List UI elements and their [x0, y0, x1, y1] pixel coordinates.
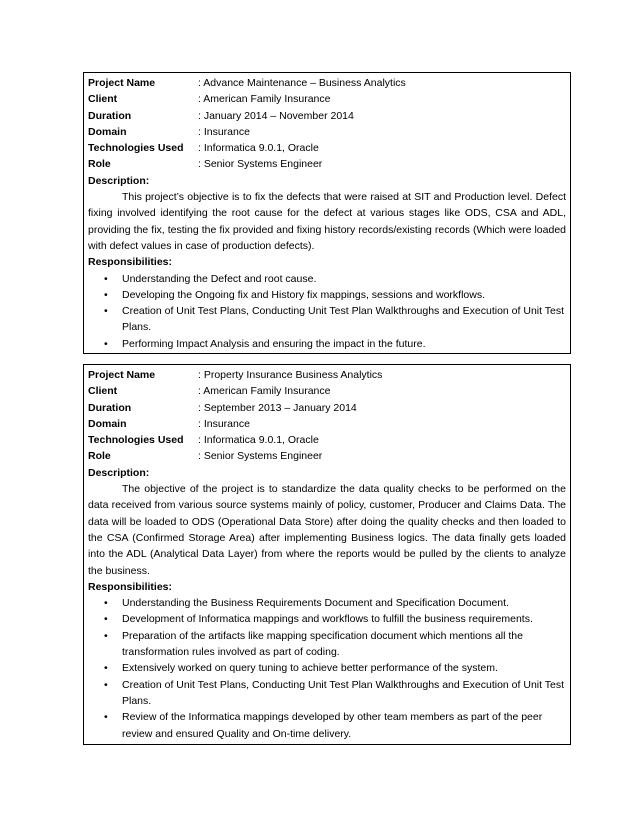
responsibilities-heading: Responsibilities: [88, 580, 173, 593]
bullet-icon: • [104, 629, 108, 642]
bullet-icon: • [104, 337, 108, 350]
description-heading: Description: [88, 174, 150, 187]
bullet-icon: • [104, 288, 108, 301]
field-duration: Duration : January 2014 – November 2014 [88, 109, 354, 122]
list-item: • Developing the Ongoing fix and History fix mappings, sessions and workflows. [88, 287, 566, 303]
bullet-icon: • [104, 662, 108, 675]
description-text: The objective of the project is to standardize the data quality checks to be performed on the data received from various source systems mainly of policy, customer, Producer and Claims Data. The data will be loaded to ODS (Operational Data Store) after doing the quality checks and then loaded to the CSA (Confirmed Storage Area) after implementing Business logics. The data finally gets loaded into the ADL (Analytical Data Layer) from where the reports would be pulled by the clients to analyze the business. [88, 483, 566, 577]
field-duration: Duration : September 2013 – January 2014 [88, 401, 357, 414]
field-technologies: Technologies Used : Informatica 9.0.1, Oracle [88, 142, 319, 155]
field-domain: Domain : Insurance [88, 125, 250, 138]
list-item: • Review of the Informatica mappings developed by other team members as part of the peer review and ensured Quality and On-time delivery. [104, 711, 543, 740]
field-role: Role : Senior Systems Engineer [88, 158, 323, 171]
bullet-icon: • [104, 613, 108, 626]
bullet-icon: • [104, 678, 108, 691]
field-client: Client : American Family Insurance [88, 385, 331, 398]
project-box-2 [83, 364, 571, 745]
field-role: Role : Senior Systems Engineer [88, 450, 323, 463]
list-item: • Preparation of the artifacts like mapping specification document which mentions all the transformation rules involved as part of coding. [104, 629, 523, 659]
list-item: • Creation of Unit Test Plans, Conducting Unit Test Plan Walkthroughs and Execution of Unit Test Plans. [104, 678, 565, 707]
bullet-icon: • [104, 305, 108, 318]
field-domain: Domain : Insurance [88, 417, 250, 430]
list-item: • Development of Informatica mappings and workflows to fulfill the business requirements. [88, 611, 566, 627]
project-box-1 [83, 72, 571, 354]
list-item: • Extensively worked on query tuning to achieve better performance of the system. [88, 660, 566, 676]
responsibilities-list [88, 595, 566, 742]
description-heading: Description: [88, 466, 150, 479]
responsibilities-heading: Responsibilities: [88, 256, 173, 269]
field-project-name: Project Name : Property Insurance Business Analytics [88, 369, 383, 381]
bullet-icon: • [104, 272, 108, 285]
field-project-name: Project Name : Advance Maintenance – Business Analytics [88, 77, 406, 89]
list-item: • Understanding the Defect and root cause. [88, 271, 566, 287]
description-text: This project’s objective is to fix the defects that were raised at SIT and Production level. Defect fixing involved identifying the root cause for the defect at various stages like ODS, CSA and ADL, providing the fix, testing the fix provided and fixing history records/existing records (Which were loaded with defect values in case of production defects). [88, 191, 566, 252]
responsibilities-list [88, 271, 566, 352]
field-client: Client : American Family Insurance [88, 93, 331, 106]
list-item: • Understanding the Business Requirements Document and Specification Document. [88, 595, 566, 611]
list-item: • Performing Impact Analysis and ensuring the impact in the future. [88, 336, 566, 352]
bullet-icon: • [104, 597, 108, 610]
bullet-icon: • [104, 711, 108, 724]
field-technologies: Technologies Used : Informatica 9.0.1, Oracle [88, 434, 319, 447]
list-item: • Creation of Unit Test Plans, Conducting Unit Test Plan Walkthroughs and Execution of Unit Test Plans. [104, 305, 565, 334]
